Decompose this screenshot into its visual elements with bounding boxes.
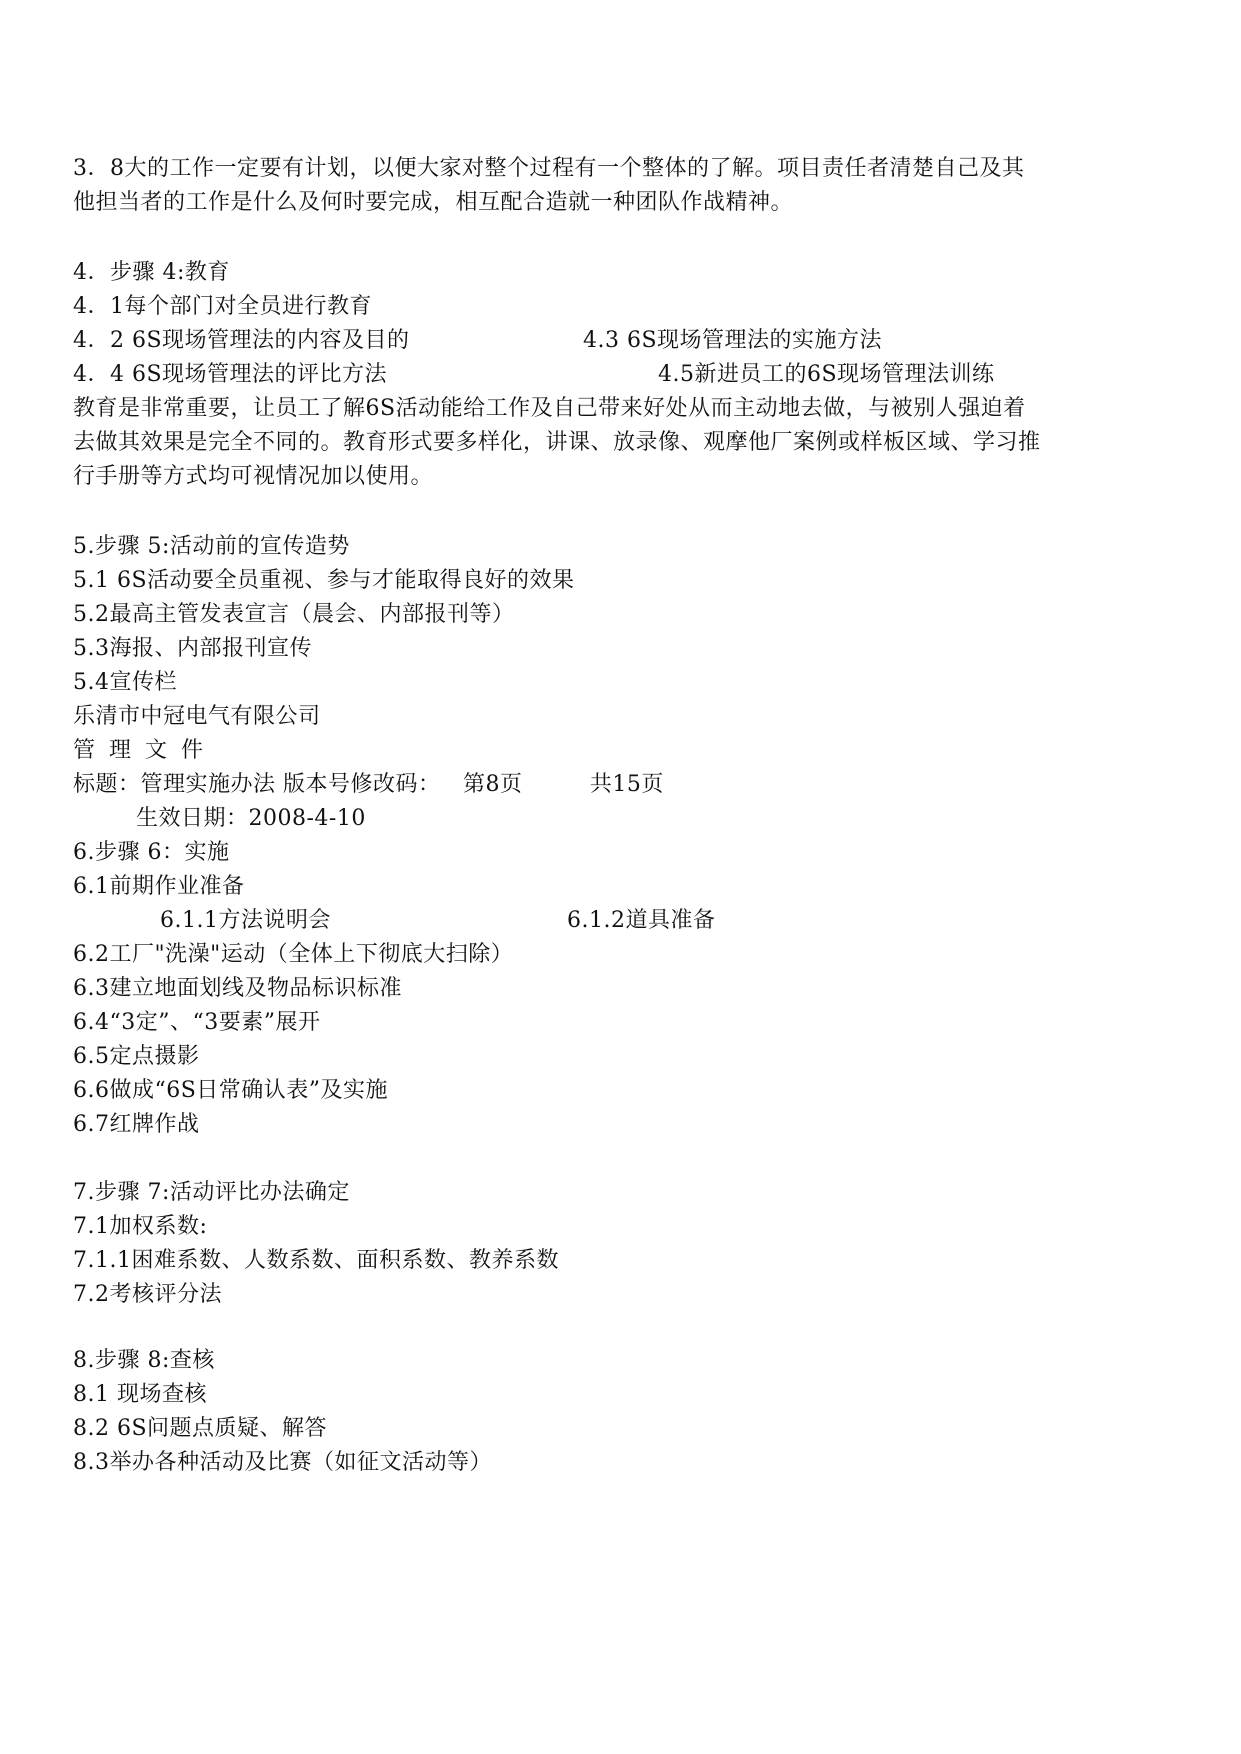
section8-item-3: 8.3举办各种活动及比赛（如征文活动等） [73,1450,492,1475]
section6-item-7: 6.7红牌作战 [73,1112,200,1137]
section8-title: 8.步骤 8:查核 [73,1348,215,1373]
section6-item-2: 6.2工厂"洗澡"运动（全体上下彻底大扫除） [73,942,514,967]
section7-item-1: 7.1加权系数: [73,1214,208,1239]
section5-item-3: 5.3海报、内部报刊宣传 [73,636,312,661]
section3-paragraph-line2: 他担当者的工作是什么及何时要完成，相互配合造就一种团队作战精神。 [73,190,794,215]
section6-item-6: 6.6做成“6S日常确认表”及实施 [73,1078,389,1103]
section4-paragraph-line3: 行手册等方式均可视情况加以使用。 [73,464,434,489]
document-type: 管理文件 [73,738,218,763]
section3-paragraph-line1: 3．8大的工作一定要有计划，以便大家对整个过程有一个整体的了解。项目责任者清楚自己及其 [73,156,1025,181]
section6-title: 6.步骤 6：实施 [73,840,230,865]
section5-item-2: 5.2最高主管发表宣言（晨会、内部报刊等） [73,602,515,627]
section6-item-5: 6.5定点摄影 [73,1044,200,1069]
section6-item-1-2: 6.1.2道具准备 [567,908,716,933]
section6-item-1-1: 6.1.1方法说明会 [160,908,331,933]
section4-paragraph-line1: 教育是非常重要，让员工了解6S活动能给工作及自己带来好处从而主动地去做，与被别人强迫着 [73,396,1026,421]
section7-title: 7.步骤 7:活动评比办法确定 [73,1180,350,1205]
section4-item-4: 4．4 6S现场管理法的评比方法 [73,362,388,387]
section8-item-1: 8.1 现场查核 [73,1382,207,1407]
section7-item-1-1: 7.1.1困难系数、人数系数、面积系数、教养系数 [73,1248,559,1273]
company-name: 乐清市中冠电气有限公司 [73,704,321,729]
section4-item-3: 4.3 6S现场管理法的实施方法 [583,328,883,353]
section7-item-2: 7.2考核评分法 [73,1282,222,1307]
document-title-line: 标题：管理实施办法 版本号修改码： 第8页 共15页 [73,772,664,797]
section4-paragraph-line2: 去做其效果是完全不同的。教育形式要多样化，讲课、放录像、观摩他厂案例或样板区域、学习推 [73,430,1041,455]
section4-item-5: 4.5新进员工的6S现场管理法训练 [658,362,995,387]
section6-item-4: 6.4“3定”、“3要素”展开 [73,1010,321,1035]
section5-item-1: 5.1 6S活动要全员重视、参与才能取得良好的效果 [73,568,575,593]
section5-title: 5.步骤 5:活动前的宣传造势 [73,534,350,559]
section4-item-2: 4．2 6S现场管理法的内容及目的 [73,328,410,353]
section4-item-1: 4．1每个部门对全员进行教育 [73,294,372,319]
section4-title: 4．步骤 4:教育 [73,260,230,285]
section6-item-1: 6.1前期作业准备 [73,874,245,899]
effective-date: 生效日期：2008-4-10 [136,806,366,831]
section5-item-4: 5.4宣传栏 [73,670,177,695]
section8-item-2: 8.2 6S问题点质疑、解答 [73,1416,328,1441]
section6-item-3: 6.3建立地面划线及物品标识标准 [73,976,402,1001]
